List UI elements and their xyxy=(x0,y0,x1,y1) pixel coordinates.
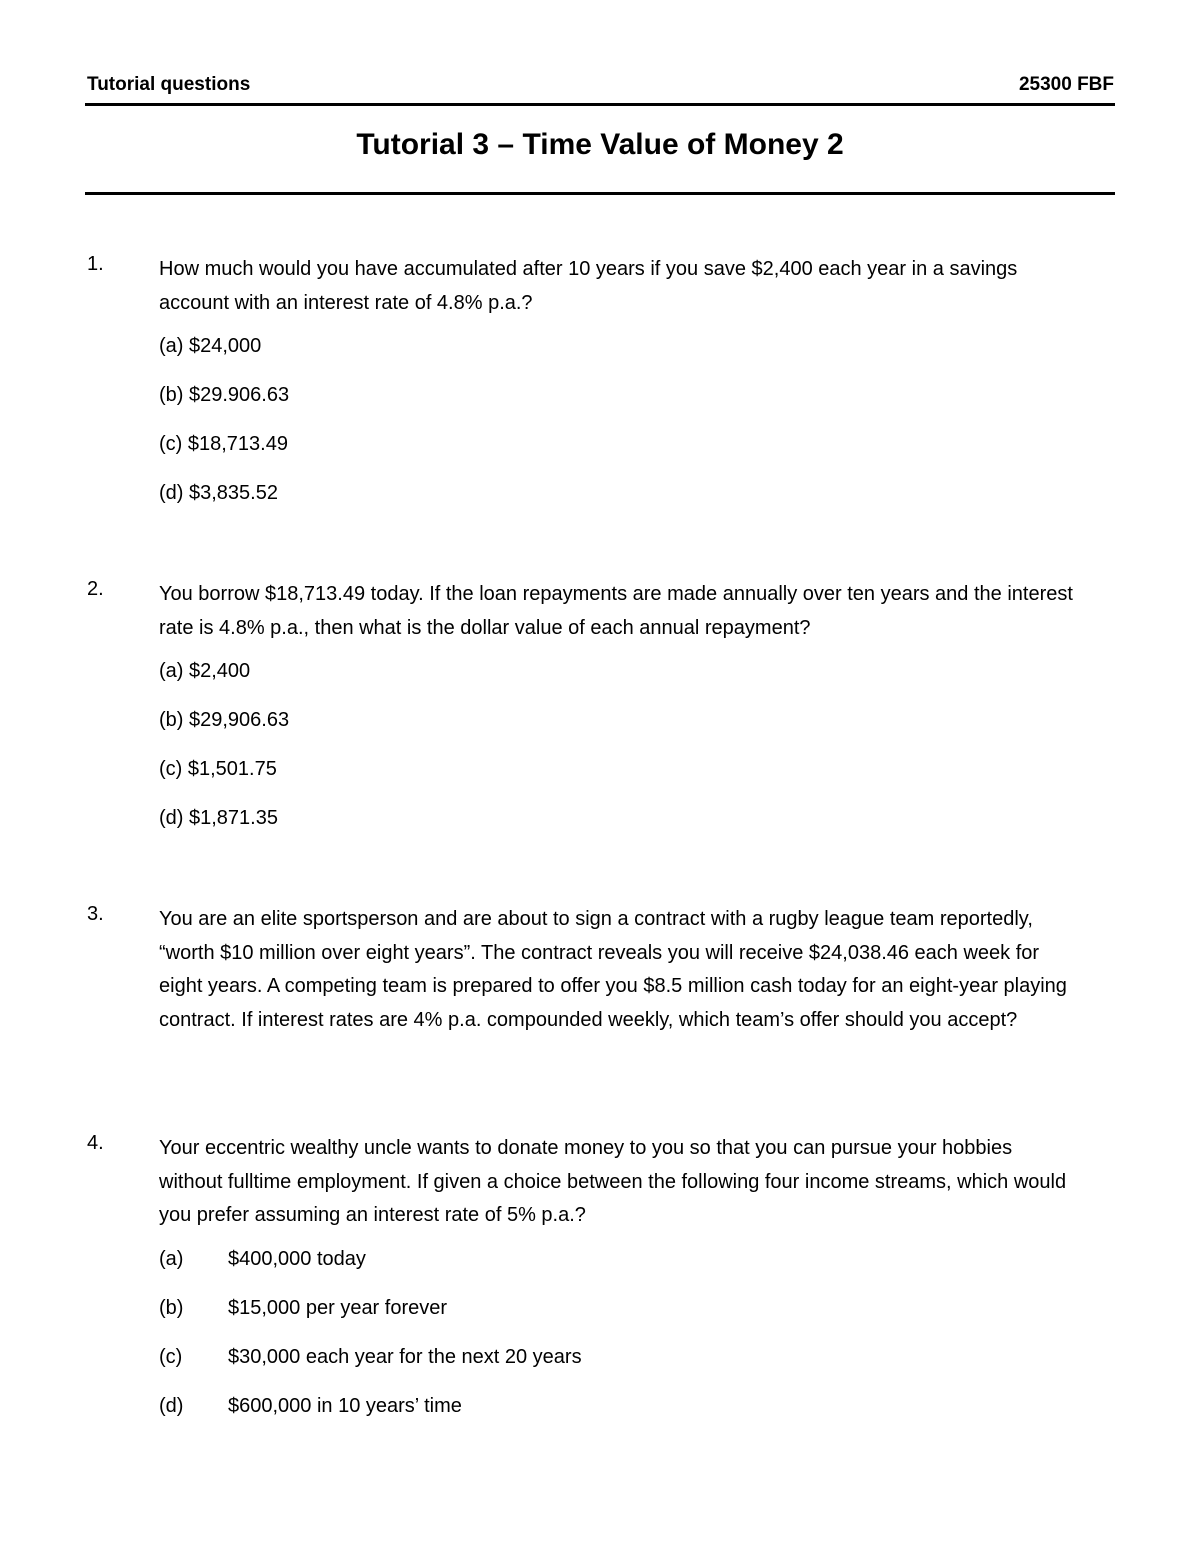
page-header xyxy=(87,74,1114,96)
answer-option: (b) $29.906.63 xyxy=(159,384,290,406)
answer-option-label: (c) xyxy=(159,1346,183,1368)
question-text: How much would you have accumulated after 10 years if you save $2,400 each year in a savings account with an interest rate of 4.8% p.a.? xyxy=(159,258,1018,314)
question-text: You are an elite sportsperson and are about to sign a contract with a rugby league team reportedly, “worth $10 million over eight years”. The contract reveals you will receive $24,038.46 each week for eight years. A competing team is prepared to offer you $8.5 million cash today for an eight-year playing contract. If interest rates are 4% p.a. compounded weekly, which team’s offer should you accept? xyxy=(159,908,1067,1031)
question-text: Your eccentric wealthy uncle wants to donate money to you so that you can pursue your hobbies without fulltime employment. If given a choice between the following four income streams, which would you prefer assuming an interest rate of 5% p.a.? xyxy=(159,1137,1067,1226)
answer-option: (d) $1,871.35 xyxy=(159,807,278,829)
answer-option: (c) $18,713.49 xyxy=(159,433,288,455)
answer-option: (d) $3,835.52 xyxy=(159,482,278,504)
answer-option: (a) $2,400 xyxy=(159,660,251,682)
page-title: Tutorial 3 – Time Value of Money 2 xyxy=(356,128,844,161)
header-rule xyxy=(85,103,1115,106)
title-rule xyxy=(85,192,1115,195)
question-number: 2. xyxy=(87,578,104,600)
answer-option-label: (d) xyxy=(159,1395,184,1417)
answer-option-value: $600,000 in 10 years’ time xyxy=(228,1395,462,1417)
answer-option-value: $30,000 each year for the next 20 years xyxy=(228,1346,582,1368)
question-number: 1. xyxy=(87,253,104,275)
answer-option: (c) $1,501.75 xyxy=(159,758,277,780)
answer-option-value: $400,000 today xyxy=(228,1248,366,1270)
question-number: 4. xyxy=(87,1132,104,1154)
header-course-label: Tutorial questions xyxy=(87,74,251,95)
question-number: 3. xyxy=(87,903,104,925)
answer-option-label: (b) xyxy=(159,1297,184,1319)
answer-option: (b) $29,906.63 xyxy=(159,709,290,731)
answer-option: (a) $24,000 xyxy=(159,335,262,357)
header-course-code: 25300 FBF xyxy=(1018,74,1114,95)
answer-option-value: $15,000 per year forever xyxy=(228,1297,448,1319)
question-text: You borrow $18,713.49 today. If the loan repayments are made annually over ten years and the interest rate is 4.8% p.a., then what is the dollar value of each annual repayment? xyxy=(159,583,1073,639)
answer-option-label: (a) xyxy=(159,1248,184,1270)
